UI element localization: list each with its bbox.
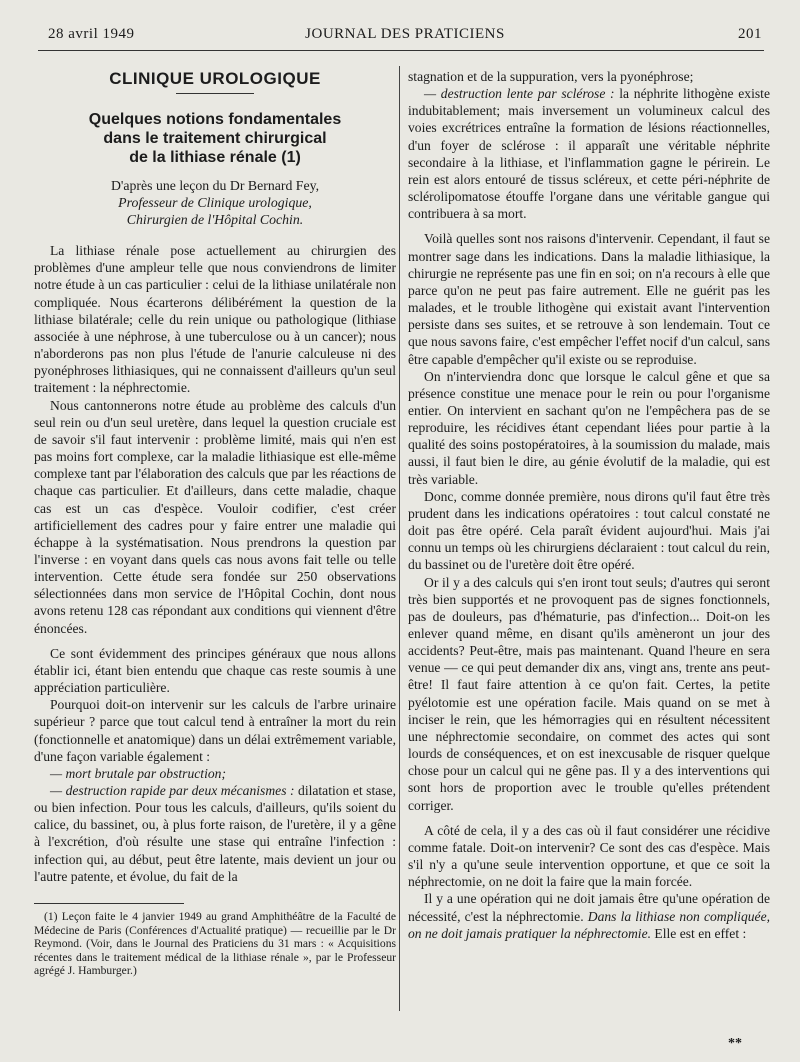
dash-item-italic: — mort brutale par obstruction;	[50, 765, 226, 781]
article-title	[34, 110, 396, 167]
paragraph: On n'interviendra donc que lorsque le calcul gêne et que sa présence constitue une menace pour le rein ou pour l'organisme entier. On intervient en sachant qu'on ne l'empêchera pas de se reproduire, les récidives étant cependant liées pour partie à la qualité des soins postopératoires, à la soumission du malade, mais aussi, il faut bien le dire, au génie évolutif de la maladie, qui est très variable.	[408, 368, 770, 487]
paragraph: Voilà quelles sont nos raisons d'intervenir. Cependant, il faut se montrer sage dans les indications. Dans la maladie lithiasique, la chirurgie ne représente pas une fin en soi; on n'a recours à elle que parce qu'on ne peut pas faire autrement. Elle ne guérit pas les malades, et le trouble lithogène qui existait avant l'intervention persiste dans ses suites, et se retrouve à son lendemain. Tout ce que nous savons faire, c'est empêcher l'effet nocif d'un calcul, sans être capable d'empêcher qu'il existe ou se reproduise.	[408, 231, 770, 367]
paragraph: Ce sont évidemment des principes généraux que nous allons établir ici, étant bien entendu que chaque cas reste soumis à une appréciation particulière.	[34, 645, 396, 696]
left-column	[34, 68, 396, 978]
right-column	[408, 68, 770, 942]
article-title-line: dans le traitement chirurgical	[103, 130, 327, 148]
paragraph-text: Elle est en effet :	[651, 925, 747, 941]
dash-item	[408, 85, 770, 222]
dash-item-italic: — destruction rapide par deux mécanismes :	[50, 783, 295, 798]
dash-item-text: dilatation et stase, ou bien infection. Pour tous les calculs, d'ailleurs, qu'ils soient du calice, du bassinet, ou, à plus forte raison, de l'uretère, il y a gêne à l'excrétion, d'où résulte une stase qui entraîne l'infection : infection qui, au début, peut être latente, mais devient un jour ou l'autre patente, et évolue, du fait de la	[34, 783, 396, 884]
footnote-text: (1) Leçon faite le 4 janvier 1949 au grand Amphithéâtre de la Faculté de Médecine de Paris (Conférences d'Actualité pratique) — recueillie par le Dr Reymond. (Voir, dans le Journal des Praticiens du 31 mars : « Acquisitions récentes dans le traitement médical de la lithiase rénale », par le Professeur agrégé J. Hamburger.)	[34, 909, 396, 978]
paragraph: Or il y a des calculs qui s'en iront tout seuls; d'autres qui seront très bien supportés et ne provoquent pas de signes fonctionnels, pas de douleurs, pas d'hématurie, pas d'infection... Doit-on les enlever quand même, en disant qu'ils amèneront un jour des accidents? Peut-être, mais pas maintenant. Quand l'heure en sera venue — ce qui peut demander dix ans, vingt ans, trente ans peut-être! Il faut faire attention à ce qu'on fait. Certes, la petite pyélotomie est une opération facile. Mais quand on se met à inciser le rein, que les hémorragies qui en résultent nécessitent une néphrectomie secondaire, on commet des actes qui sont lourds de conséquences, et on est inexcusable de risquer quelque chose pour un calcul qui ne gêne pas. Il y a des interventions qui sont hors de proportion avec le trouble qu'elles prétendent corriger.	[408, 574, 770, 813]
column-divider	[399, 66, 400, 1011]
header-rule	[38, 50, 764, 51]
article-title-line: Quelques notions fondamentales	[88, 111, 342, 129]
byline-role: Professeur de Clinique urologique,	[118, 195, 312, 211]
dash-item-text: la néphrite lithogène existe indubitablement; mais inversement un volumineux calcul des voies excrétrices entraîne la formation de lésions réactionnelles, d'un foyer de sclérose : il apparaît une véritable néphrite secondaire à la lithiase, et l'inflammation gagne le périrein. Le rein est alors entouré de tissus scléreux, et cette péri-néphrite de sclérolipomatose étouffe l'organe dans une véritable gangue qui contribuera à sa mort.	[408, 86, 770, 222]
paragraph: A côté de cela, il y a des cas où il faut considérer une récidive comme fatale. Doit-on intervenir? Ce sont des cas d'espèce. Mais s'il n'y a qu'une seule intervention opportune, et que ce soit la néphrectomie, on ne doit la faire que la main forcée.	[408, 822, 770, 890]
section-rule	[176, 93, 254, 94]
dash-item	[34, 782, 396, 885]
byline	[34, 177, 396, 228]
dash-item	[34, 765, 396, 782]
paragraph-italic: Dans la lithiase non compliquée, on ne doit jamais pratiquer la néphrectomie.	[408, 908, 771, 941]
dash-item-italic: — destruction lente par sclérose :	[424, 86, 615, 102]
footnote	[34, 910, 396, 978]
paragraph-continuation: stagnation et de la suppuration, vers la pyonéphrose;	[408, 69, 694, 84]
footnote-rule	[34, 903, 184, 904]
section-title: CLINIQUE UROLOGIQUE	[109, 69, 321, 88]
paragraph: Nous cantonnerons notre étude au problème des calculs d'un seul rein ou d'un seul uretère, dans lequel la question cruciale est de savoir s'il faut intervenir : problème limité, mais qui n'en est pas moins fort complexe, car la maladie lithiasique est elle-même complexe tant par l'élaboration des calculs que par les réactions de chaque cas particulier. Et d'ailleurs, dans cette maladie, chaque cas est un cas d'espèce. Vouloir codifier, c'est créer artificiellement des cadres pour y faire entrer une maladie qui échappe à la systématisation. Nous prendrons la question par l'inverse : en voyant dans quels cas nous avons fait telle ou telle intervention. Cette étude sera fondée sur 250 observations sélectionnées dans mon service de l'Hôpital Cochin, dont nous avons retenu 128 cas répondant aux conditions qui viennent d'être énoncées.	[34, 397, 396, 636]
article-title-line: de la lithiase rénale (1)	[129, 149, 301, 167]
running-header	[48, 26, 762, 48]
paragraph: Donc, comme donnée première, nous dirons qu'il faut être très prudent dans les indications opératoires : tout calcul constaté ne doit pas être opéré. Cela paraît évident aujourd'hui. Mais j'ai connu un temps où les chirurgiens déclaraient : tout calcul du rein, du bassinet ou de l'uretère doit être opéré.	[408, 488, 770, 573]
paragraph-text: Il y a une opération qui ne doit jamais être qu'une opération de nécessité, c'est la néphrectomie.	[408, 891, 770, 924]
paragraph	[408, 890, 770, 941]
paragraph: Pourquoi doit-on intervenir sur les calculs de l'arbre urinaire supérieur ? parce que tout calcul tend à entraîner la mort du rein (fonctionnelle et anatomique) dans un délai extrêmement variable, d'une façon variable également :	[34, 697, 396, 764]
issue-date: 28 avril 1949	[48, 26, 135, 42]
journal-name: JOURNAL DES PRATICIENS	[305, 26, 505, 42]
paragraph: La lithiase rénale pose actuellement au chirurgien des problèmes d'une ampleur telle que nous conviendrons de limiter notre étude à un cas particulier : celui de la lithiase unilatérale non compliquée. Nous écarterons délibérément la question de la lithiase bilatérale; celle du rein unique ou pathologique (lithiase associée à une néphrose, à une tuberculose ou à un cancer); nous n'aborderons pas non plus l'étude de l'anurie calculeuse ni des pyonéphroses lithiasiques, qui ne connaissent d'ailleurs qu'un seul traitement : la néphrectomie.	[34, 243, 396, 396]
byline-intro: D'après une leçon du Dr Bernard Fey,	[110, 178, 320, 194]
page-mark: **	[728, 1036, 742, 1051]
page-number: 201	[738, 26, 762, 42]
byline-role: Chirurgien de l'Hôpital Cochin.	[126, 212, 304, 228]
